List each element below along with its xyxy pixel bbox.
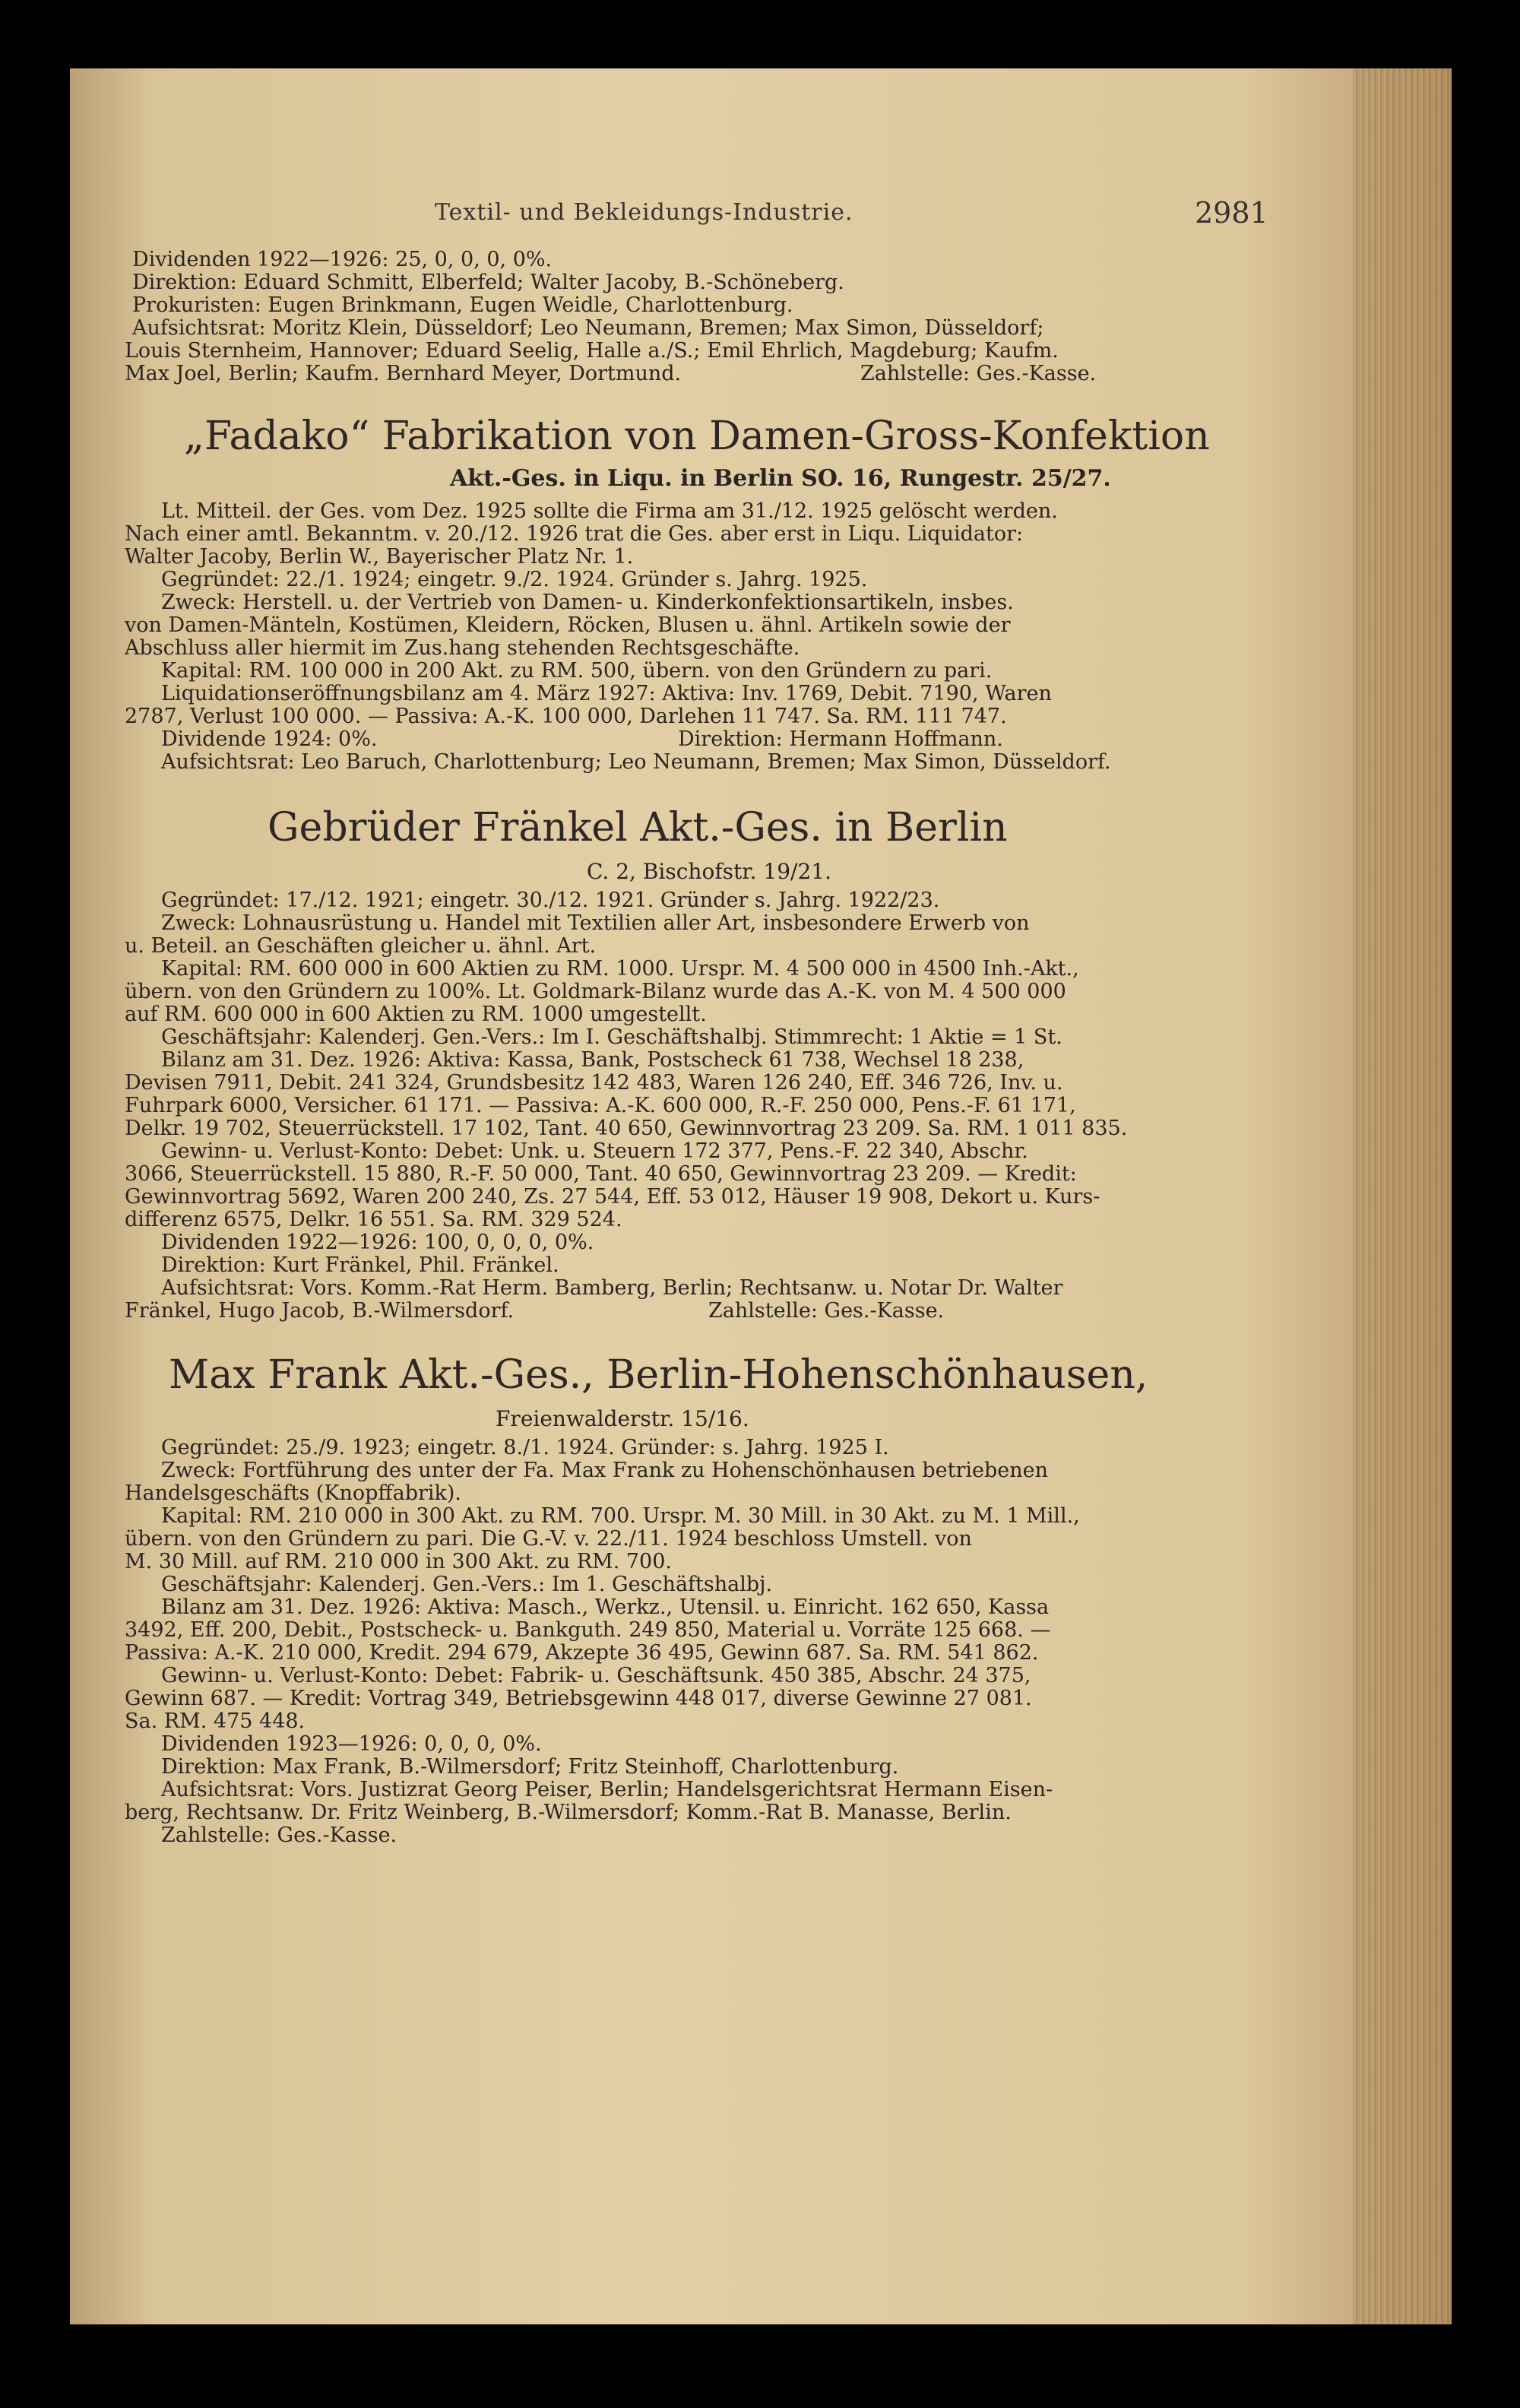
text-line: Aufsichtsrat: Vors. Komm.-Rat Herm. Bamberg, Berlin; Rechtsanw. u. Notar Dr. Walter — [161, 1276, 1063, 1300]
text-line: Geschäftsjahr: Kalenderj. Gen.-Vers.: Im I. Geschäftshalbj. Stimmrecht: 1 Aktie = 1 St. — [161, 1025, 1062, 1049]
text-line: Sa. RM. 475 448. — [125, 1709, 306, 1733]
text-line: Bilanz am 31. Dez. 1926: Aktiva: Kassa, Bank, Postscheck 61 738, Wechsel 18 238, — [161, 1048, 1024, 1072]
text-line: auf RM. 600 000 in 600 Aktien zu RM. 1000 umgestellt. — [125, 1003, 707, 1026]
company-title: Max Frank Akt.-Ges., Berlin-Hohenschönhausen, — [169, 1352, 1148, 1398]
text-line: Abschluss aller hiermit im Zus.hang stehenden Rechtsgeschäfte. — [125, 636, 800, 660]
text-line: Dividenden 1922—1926: 100, 0, 0, 0, 0%. — [161, 1231, 594, 1254]
text-line: Prokuristen: Eugen Brinkmann, Eugen Weidle, Charlottenburg. — [132, 293, 793, 317]
text-line: Gewinn- u. Verlust-Konto: Debet: Unk. u. Steuern 172 377, Pens.-F. 22 340, Abschr. — [161, 1139, 1028, 1163]
text-line: Gegründet: 22./1. 1924; eingetr. 9./2. 1924. Gründer s. Jahrg. 1925. — [161, 568, 868, 591]
text-line: Aufsichtsrat: Moritz Klein, Düsseldorf; Leo Neumann, Bremen; Max Simon, Düsseldorf; — [132, 316, 1044, 340]
text-line: Walter Jacoby, Berlin W., Bayerischer Platz Nr. 1. — [125, 545, 634, 569]
text-line: 2787, Verlust 100 000. — Passiva: A.-K. 100 000, Darlehen 11 747. Sa. RM. 111 747. — [125, 705, 1007, 728]
text-line: Fuhrpark 6000, Versicher. 61 171. — Passiva: A.-K. 600 000, R.-F. 250 000, Pens.-F. 61 171, — [125, 1094, 1076, 1117]
text-line: Direktion: Kurt Fränkel, Phil. Fränkel. — [161, 1253, 559, 1277]
text-line: Direktion: Eduard Schmitt, Elberfeld; Walter Jacoby, B.-Schöneberg. — [132, 271, 844, 294]
text-line: Gegründet: 25./9. 1923; eingetr. 8./1. 1924. Gründer: s. Jahrg. 1925 I. — [161, 1436, 889, 1459]
text-line: Gewinn- u. Verlust-Konto: Debet: Fabrik- u. Geschäftsunk. 450 385, Abschr. 24 375, — [161, 1664, 1031, 1687]
text-line: Zahlstelle: Ges.-Kasse. — [860, 362, 1097, 385]
text-line: Gewinn 687. — Kredit: Vortrag 349, Betriebsgewinn 448 017, diverse Gewinne 27 081. — [125, 1687, 1032, 1710]
text-line: Kapital: RM. 210 000 in 300 Akt. zu RM. 700. Urspr. M. 30 Mill. in 30 Akt. zu M. 1 Mill., — [161, 1504, 1080, 1528]
text-line: Bilanz am 31. Dez. 1926: Aktiva: Masch., Werkz., Utensil. u. Einricht. 162 650, Kassa — [161, 1595, 1050, 1619]
text-line: Liquidationseröffnungsbilanz am 4. März 1927: Aktiva: Inv. 1769, Debit. 7190, Waren — [161, 682, 1052, 705]
text-line: Aufsichtsrat: Leo Baruch, Charlottenburg; Leo Neumann, Bremen; Max Simon, Düsseldorf. — [161, 750, 1111, 774]
text-line: Max Joel, Berlin; Kaufm. Bernhard Meyer, Dortmund. — [125, 362, 682, 385]
company-title: Gebrüder Fränkel Akt.-Ges. in Berlin — [268, 805, 1008, 851]
text-line: Gegründet: 17./12. 1921; eingetr. 30./12. 1921. Gründer s. Jahrg. 1922/23. — [161, 889, 940, 912]
page-number: 2981 — [1195, 196, 1268, 230]
company-title: „Fadako“ Fabrikation von Damen-Gross-Konfektion — [184, 413, 1210, 459]
text-line: Delkr. 19 702, Steuerrückstell. 17 102, Tant. 40 650, Gewinnvortrag 23 209. Sa. RM. 1 011 835. — [125, 1117, 1128, 1140]
text-line: Gewinnvortrag 5692, Waren 200 240, Zs. 27 544, Eff. 53 012, Häuser 19 908, Dekort u. Kurs- — [125, 1185, 1100, 1209]
running-head: Textil- und Bekleidungs-Industrie. — [435, 199, 853, 226]
text-line: Nach einer amtl. Bekanntm. v. 20./12. 1926 trat die Ges. aber erst in Liqu. Liquidator: — [125, 522, 1024, 546]
text-line: Aufsichtsrat: Vors. Justizrat Georg Peiser, Berlin; Handelsgerichtsrat Hermann Eisen- — [161, 1778, 1053, 1801]
text-line: Zahlstelle: Ges.-Kasse. — [708, 1299, 945, 1323]
text-line: Zweck: Lohnausrüstung u. Handel mit Textilien aller Art, insbesondere Erwerb von — [161, 911, 1030, 935]
text-line: Lt. Mitteil. der Ges. vom Dez. 1925 sollte die Firma am 31./12. 1925 gelöscht werden. — [161, 499, 1058, 523]
text-line: Louis Sternheim, Hannover; Eduard Seelig, Halle a./S.; Emil Ehrlich, Magdeburg; Kaufm. — [125, 339, 1059, 363]
text-line: übern. von den Gründern zu 100%. Lt. Goldmark-Bilanz wurde das A.-K. von M. 4 500 000 — [125, 980, 1066, 1003]
text-line: 3492, Eff. 200, Debit., Postscheck- u. Bankguth. 249 850, Material u. Vorräte 125 668. — — [125, 1618, 1051, 1642]
text-line: Dividenden 1923—1926: 0, 0, 0, 0%. — [161, 1732, 542, 1756]
text-line: übern. von den Gründern zu pari. Die G.-V. v. 22./11. 1924 beschloss Umstell. von — [125, 1527, 972, 1551]
company-address: C. 2, Bischofstr. 19/21. — [587, 859, 831, 884]
book-page — [70, 68, 1452, 2324]
text-line: Kapital: RM. 600 000 in 600 Aktien zu RM. 1000. Urspr. M. 4 500 000 in 4500 Inh.-Akt., — [161, 957, 1079, 981]
company-subtitle: Akt.-Ges. in Liqu. in Berlin SO. 16, Rungestr. 25/27. — [450, 465, 1111, 492]
text-line: Direktion: Max Frank, B.-Wilmersdorf; Fritz Steinhoff, Charlottenburg. — [161, 1755, 899, 1779]
text-line: Dividende 1924: 0%. — [161, 727, 378, 751]
company-address: Freienwalderstr. 15/16. — [496, 1406, 749, 1431]
text-line: Direktion: Hermann Hoffmann. — [678, 727, 1003, 751]
text-line: u. Beteil. an Geschäften gleicher u. ähnl. Art. — [125, 934, 597, 958]
text-line: Devisen 7911, Debit. 241 324, Grundsbesitz 142 483, Waren 126 240, Eff. 346 726, Inv. u. — [125, 1071, 1063, 1095]
text-line: M. 30 Mill. auf RM. 210 000 in 300 Akt. zu RM. 700. — [125, 1550, 672, 1573]
text-line: berg, Rechtsanw. Dr. Fritz Weinberg, B.-Wilmersdorf; Komm.-Rat B. Manasse, Berlin. — [125, 1801, 1012, 1824]
text-line: Fränkel, Hugo Jacob, B.-Wilmersdorf. — [125, 1299, 515, 1323]
text-line: Kapital: RM. 100 000 in 200 Akt. zu RM. 500, übern. von den Gründern zu pari. — [161, 659, 993, 683]
text-line: Zweck: Herstell. u. der Vertrieb von Damen- u. Kinderkonfektionsartikeln, insbes. — [161, 591, 1014, 614]
page-edges — [1353, 68, 1452, 2324]
text-line: Zweck: Fortführung des unter der Fa. Max Frank zu Hohenschönhausen betriebenen — [161, 1459, 1049, 1482]
text-line: Geschäftsjahr: Kalenderj. Gen.-Vers.: Im 1. Geschäftshalbj. — [161, 1573, 773, 1596]
text-line: Zahlstelle: Ges.-Kasse. — [161, 1823, 397, 1847]
text-line: 3066, Steuerrückstell. 15 880, R.-F. 50 000, Tant. 40 650, Gewinnvortrag 23 209. — Kredit: — [125, 1162, 1077, 1186]
text-line: Passiva: A.-K. 210 000, Kredit. 294 679, Akzepte 36 495, Gewinn 687. Sa. RM. 541 862. — [125, 1641, 1039, 1665]
text-line: Handelsgeschäfts (Knopffabrik). — [125, 1481, 462, 1505]
text-line: von Damen-Mänteln, Kostümen, Kleidern, Röcken, Blusen u. ähnl. Artikeln sowie der — [125, 613, 1011, 637]
text-line: Dividenden 1922—1926: 25, 0, 0, 0, 0%. — [132, 248, 553, 271]
text-line: differenz 6575, Delkr. 16 551. Sa. RM. 329 524. — [125, 1208, 622, 1231]
